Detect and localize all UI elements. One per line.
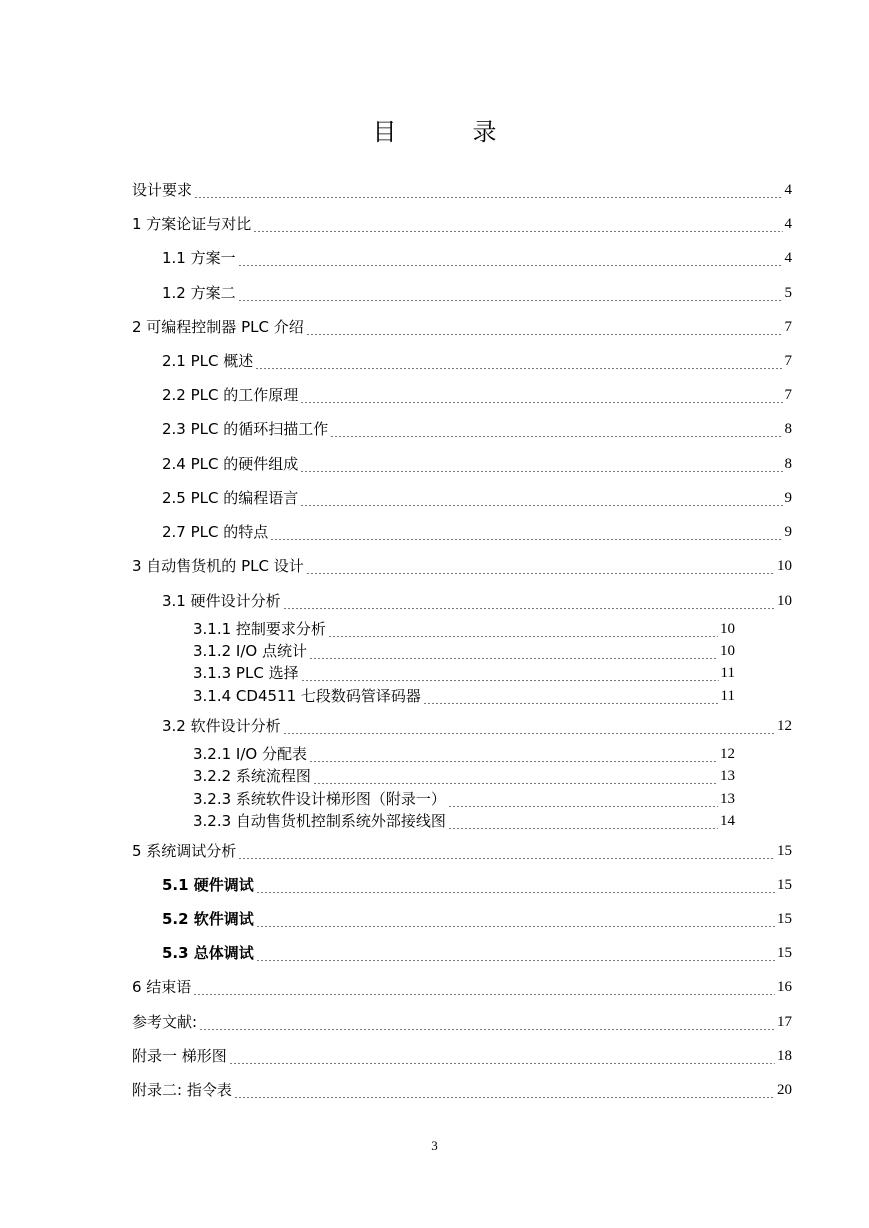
toc-entry-page: 10: [720, 621, 735, 637]
dot-leader: [423, 691, 719, 705]
toc-entry-page: 20: [777, 1082, 792, 1098]
toc-entry[interactable]: [162, 717, 792, 735]
toc-entry[interactable]: [193, 767, 735, 785]
toc-entry[interactable]: [193, 745, 735, 763]
toc-entry-page: 18: [777, 1048, 792, 1064]
toc-title: 目 录: [372, 118, 523, 146]
dot-leader: [255, 356, 782, 370]
toc-entry-page: 9: [784, 490, 792, 506]
toc-entry-page: 14: [720, 813, 735, 829]
toc-entry-text: 5.2 软件调试: [162, 910, 254, 928]
dot-leader: [270, 527, 782, 541]
toc-entry[interactable]: [162, 489, 792, 507]
toc-entry-page: 4: [784, 216, 792, 232]
toc-entry[interactable]: [162, 910, 792, 928]
toc-entry-page: 8: [784, 421, 792, 437]
toc-entry-text: 6 结束语: [132, 978, 192, 996]
dot-leader: [199, 1017, 775, 1031]
dot-leader: [306, 561, 775, 575]
toc-entry-text: 附录一 梯形图: [132, 1047, 227, 1065]
toc-entry[interactable]: [132, 1013, 792, 1031]
page-number: 3: [431, 1138, 438, 1153]
toc-entry-page: 7: [784, 387, 792, 403]
toc-entry-text: 5.3 总体调试: [162, 944, 254, 962]
toc-entry-page: 13: [720, 768, 735, 784]
toc-entry-text: 1.1 方案一: [162, 249, 236, 267]
toc-entry[interactable]: [132, 318, 792, 336]
toc-entry-page: 13: [720, 791, 735, 807]
toc-entry-page: 8: [784, 456, 792, 472]
toc-entry[interactable]: [162, 455, 792, 473]
toc-entry[interactable]: [132, 181, 792, 199]
toc-entry-page: 10: [777, 593, 792, 609]
dot-leader: [328, 624, 718, 638]
dot-leader: [306, 322, 783, 336]
toc-entry[interactable]: [193, 790, 735, 808]
dot-leader: [238, 288, 783, 302]
dot-leader: [301, 668, 719, 682]
toc-entry-text: 2.3 PLC 的循环扫描工作: [162, 420, 329, 438]
toc-entry-text: 3.2.3 自动售货机控制系统外部接线图: [193, 812, 446, 830]
toc-entry-text: 1 方案论证与对比: [132, 215, 252, 233]
toc-entry-page: 17: [777, 1014, 792, 1030]
toc-entry[interactable]: [162, 284, 792, 302]
toc-entry-text: 3.1 硬件设计分析: [162, 592, 281, 610]
dot-leader: [256, 914, 775, 928]
dot-leader: [234, 1085, 775, 1099]
toc-entry-text: 3.1.4 CD4511 七段数码管译码器: [193, 687, 421, 705]
dot-leader: [448, 816, 718, 830]
dot-leader: [309, 646, 718, 660]
dot-leader: [256, 880, 775, 894]
toc-entry-text: 2.2 PLC 的工作原理: [162, 386, 299, 404]
toc-entry-page: 12: [720, 746, 735, 762]
toc-entry-page: 15: [777, 945, 792, 961]
toc-entry-page: 15: [777, 843, 792, 859]
toc-entry[interactable]: [193, 620, 735, 638]
toc-entry-text: 附录二: 指令表: [132, 1081, 232, 1099]
toc-entry-page: 7: [784, 319, 792, 335]
toc-entry[interactable]: [162, 876, 792, 894]
toc-entry-text: 3.2.1 I/O 分配表: [193, 745, 307, 763]
toc-entry-text: 2.4 PLC 的硬件组成: [162, 455, 299, 473]
toc-entry-text: 2.7 PLC 的特点: [162, 523, 269, 541]
toc-entry[interactable]: [162, 944, 792, 962]
toc-entry-page: 10: [777, 558, 792, 574]
toc-entry-page: 10: [720, 643, 735, 659]
dot-leader: [313, 771, 718, 785]
toc-entry[interactable]: [193, 812, 735, 830]
toc-entry[interactable]: [193, 664, 735, 682]
toc-entry-page: 11: [720, 665, 735, 681]
dot-leader: [300, 459, 782, 473]
toc-entry-text: 3.2.3 系统软件设计梯形图（附录一）: [193, 790, 446, 808]
toc-entry[interactable]: [162, 352, 792, 370]
toc-entry-page: 4: [784, 250, 792, 266]
toc-entry-page: 15: [777, 877, 792, 893]
toc-entry[interactable]: [162, 592, 792, 610]
toc-entry[interactable]: [193, 687, 735, 705]
toc-entry[interactable]: [193, 642, 735, 660]
toc-entry-text: 2.5 PLC 的编程语言: [162, 489, 299, 507]
dot-leader: [229, 1051, 775, 1065]
dot-leader: [300, 493, 782, 507]
toc-entry[interactable]: [162, 523, 792, 541]
toc-entry-text: 1.2 方案二: [162, 284, 236, 302]
toc-entry-text: 3.1.2 I/O 点统计: [193, 642, 307, 660]
toc-entry[interactable]: [162, 249, 792, 267]
toc-entry-page: 5: [784, 285, 792, 301]
toc-entry[interactable]: [132, 842, 792, 860]
toc-entry-page: 4: [784, 182, 792, 198]
toc-entry[interactable]: [132, 215, 792, 233]
dot-leader: [238, 846, 775, 860]
dot-leader: [330, 424, 782, 438]
toc-entry[interactable]: [132, 1081, 792, 1099]
toc-entry-text: 设计要求: [132, 181, 193, 199]
toc-entry[interactable]: [162, 420, 792, 438]
toc-entry-page: 12: [777, 718, 792, 734]
toc-entry[interactable]: [132, 1047, 792, 1065]
toc-entry-text: 2 可编程控制器 PLC 介绍: [132, 318, 304, 336]
toc-entry[interactable]: [162, 386, 792, 404]
toc-entry-page: 7: [784, 353, 792, 369]
toc-entry-text: 3 自动售货机的 PLC 设计: [132, 557, 304, 575]
dot-leader: [283, 721, 775, 735]
toc-entry-page: 16: [777, 979, 792, 995]
toc-entry-page: 15: [777, 911, 792, 927]
toc-entry-text: 5.1 硬件调试: [162, 876, 254, 894]
dot-leader: [300, 390, 782, 404]
dot-leader: [253, 219, 782, 233]
dot-leader: [309, 749, 718, 763]
toc-entry-page: 9: [784, 524, 792, 540]
toc-entry-text: 2.1 PLC 概述: [162, 352, 254, 370]
toc-entry-text: 3.1.1 控制要求分析: [193, 620, 326, 638]
toc-entry-text: 5 系统调试分析: [132, 842, 237, 860]
dot-leader: [256, 948, 775, 962]
dot-leader: [448, 794, 718, 808]
dot-leader: [283, 596, 775, 610]
dot-leader: [193, 982, 775, 996]
toc-entry-text: 参考文献:: [132, 1013, 198, 1031]
toc-entry[interactable]: [132, 557, 792, 575]
toc-entry-text: 3.2 软件设计分析: [162, 717, 281, 735]
toc-entry[interactable]: [132, 978, 792, 996]
toc-entry-page: 11: [720, 688, 735, 704]
toc-entry-text: 3.2.2 系统流程图: [193, 767, 311, 785]
toc-entry-text: 3.1.3 PLC 选择: [193, 664, 299, 682]
dot-leader: [194, 185, 782, 199]
dot-leader: [238, 253, 783, 267]
